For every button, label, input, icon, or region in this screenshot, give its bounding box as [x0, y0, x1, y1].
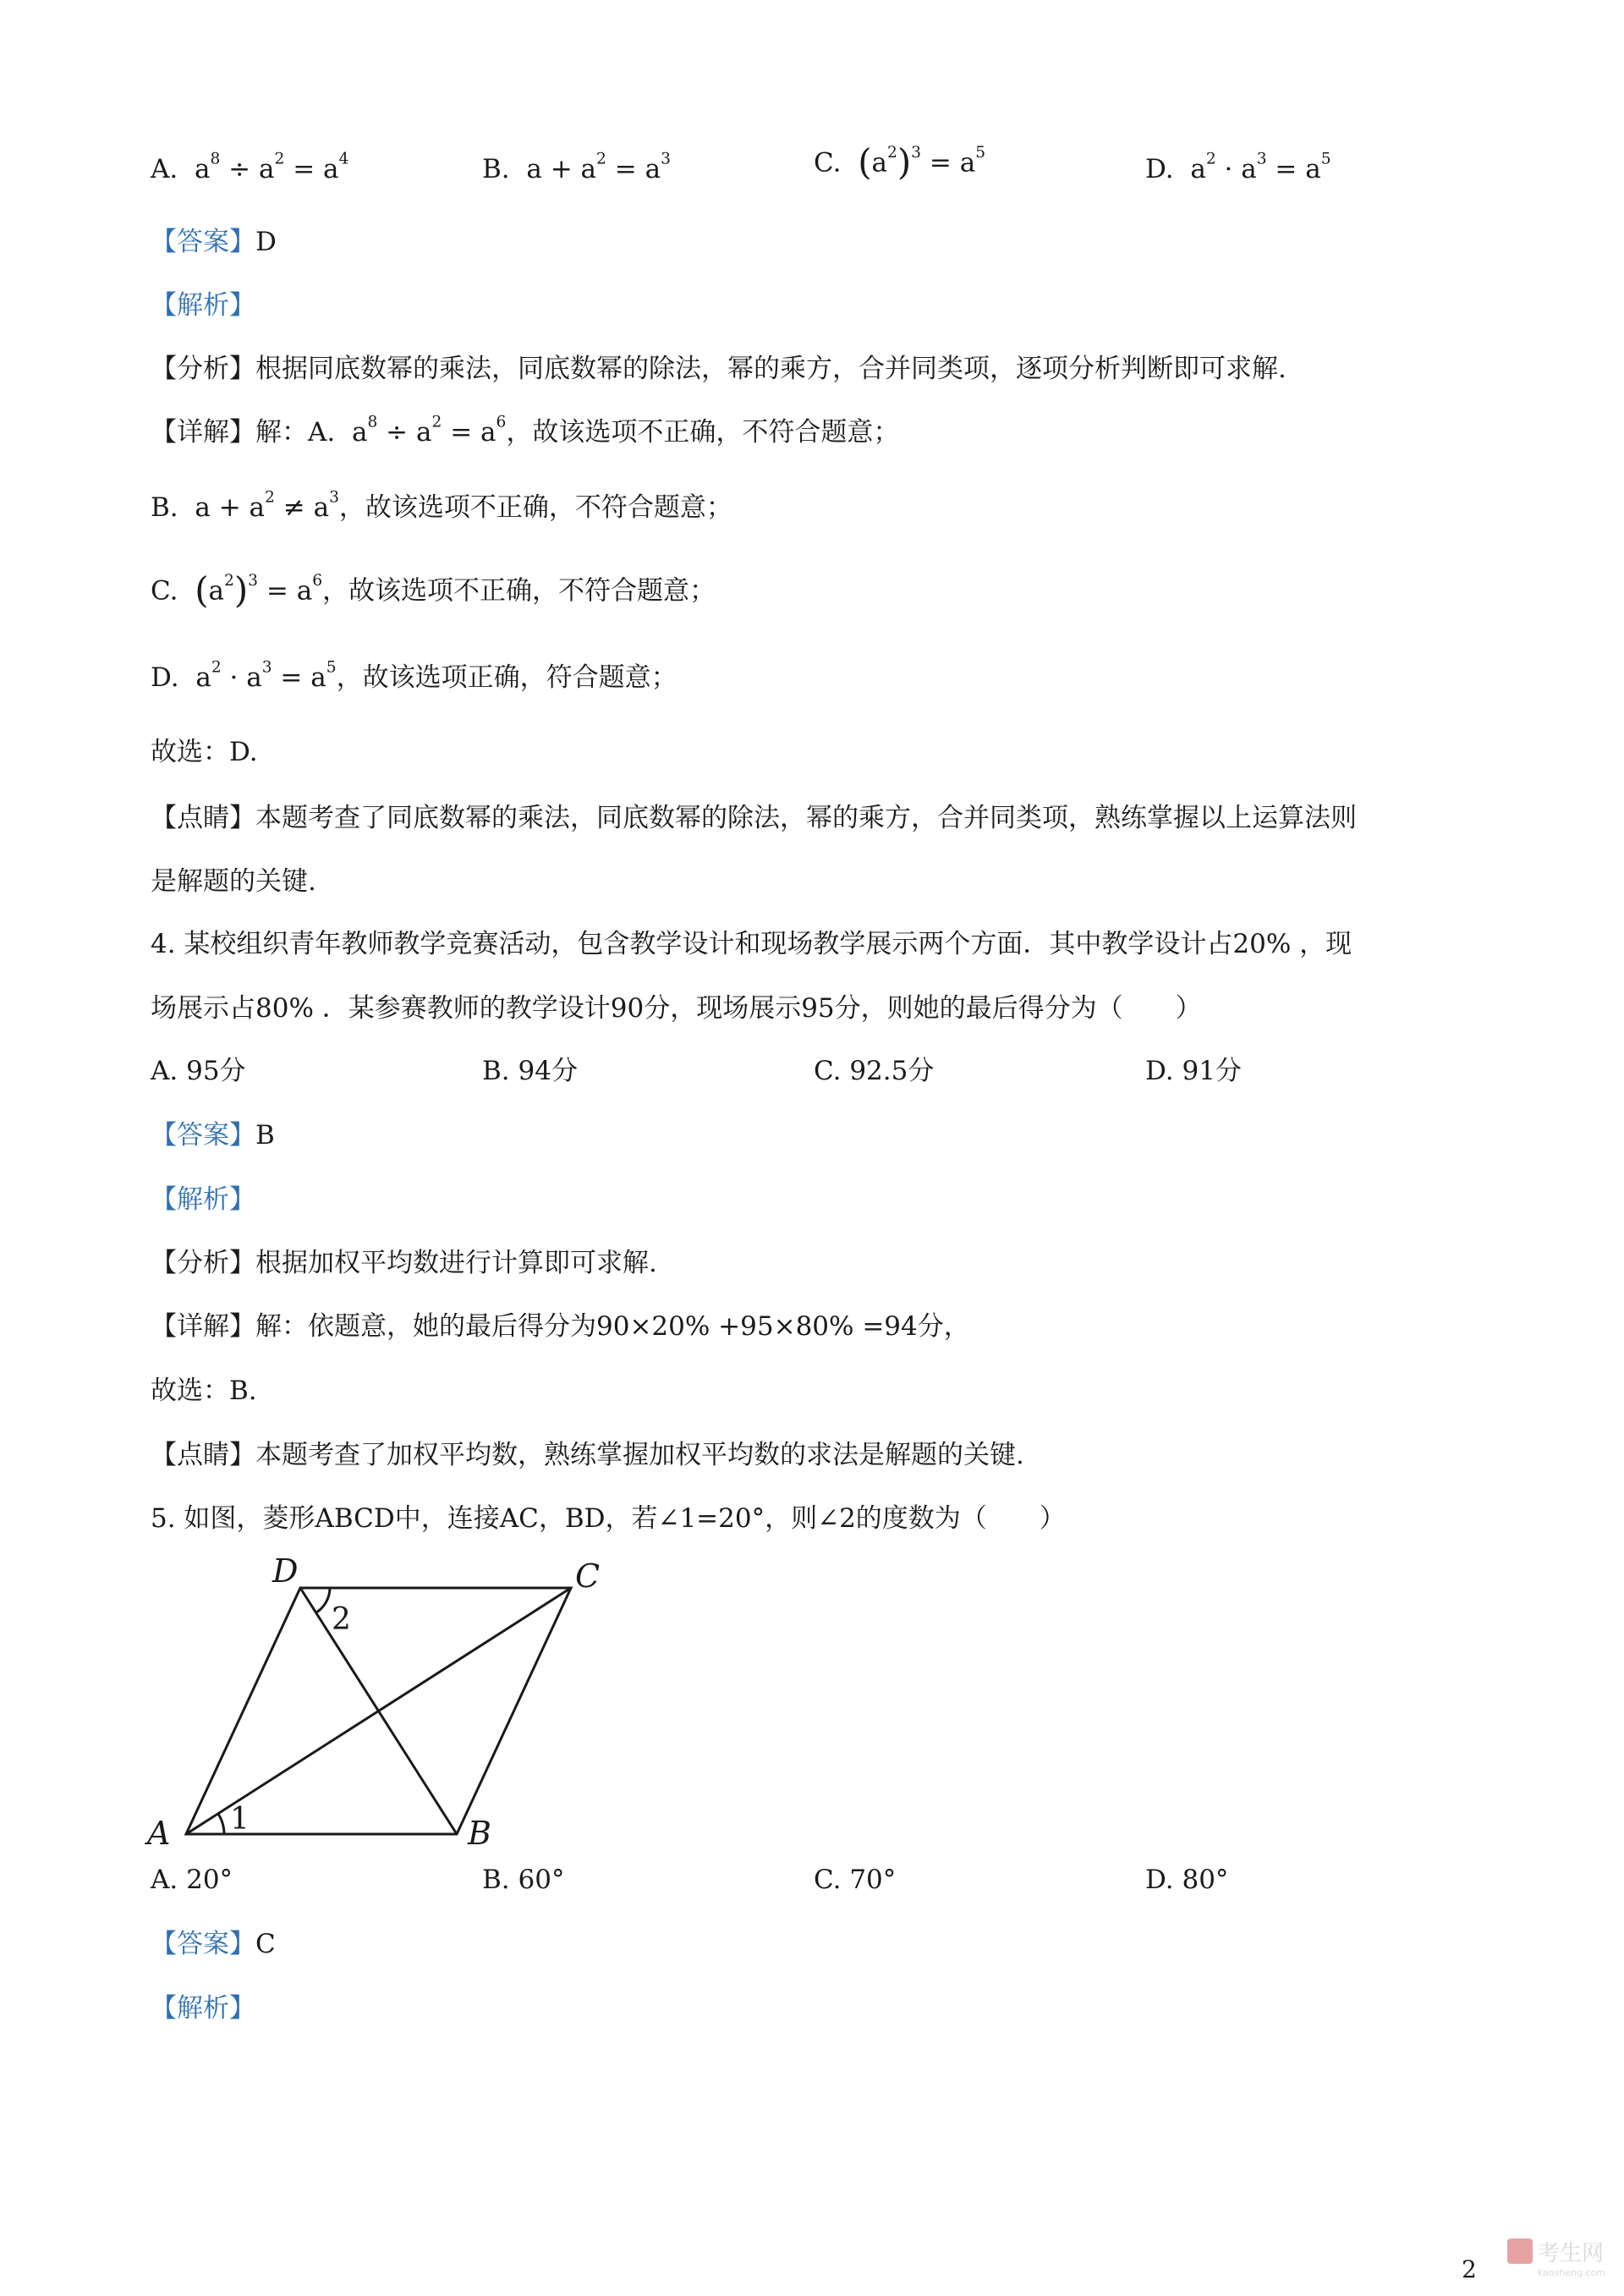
q4-analysis: 【分析】根据加权平均数进行计算即可求解. [151, 1248, 657, 1278]
vertex-a-label: A [147, 1815, 171, 1852]
angle-2-arc [316, 1588, 330, 1612]
angle-1-arc [218, 1814, 224, 1834]
q5-option-d: D. 80° [1145, 1865, 1229, 1895]
q3-option-c: C. $(a^2)^3 = a^5$ [814, 141, 986, 183]
q4-detail: 【详解】解：依题意，她的最后得分为90×20% +95×80% =94分， [151, 1311, 970, 1342]
vertex-b-label: B [468, 1815, 491, 1852]
q5-jiexi-heading: 【解析】 [151, 1993, 255, 2024]
angle-1-label: 1 [230, 1802, 250, 1837]
q3-option-a: A. $a^8 \div a^2 = a^4$ [151, 150, 349, 184]
q4-remark: 【点睛】本题考查了加权平均数，熟练掌握加权平均数的求法是解题的关键. [151, 1440, 1024, 1470]
q4-jiexi-heading: 【解析】 [151, 1184, 255, 1215]
q3-analysis: 【分析】根据同底数幂的乘法，同底数幂的除法，幂的乘方，合并同类项，逐项分析判断即可求解. [151, 354, 1287, 384]
angle-2-label: 2 [332, 1602, 351, 1637]
q5-answer: 【答案】C [151, 1929, 276, 1959]
q3-jiexi-heading: 【解析】 [151, 290, 255, 321]
q5-option-b: B. 60° [482, 1865, 565, 1895]
q4-option-a: A. 95分 [151, 1056, 246, 1086]
vertex-c-label: C [575, 1557, 601, 1595]
q3-detail-b: B. $a + a^2 \ne a^3$，故该选项不正确，不符合题意； [151, 488, 732, 523]
q5-stem: 5. 如图，菱形ABCD中，连接AC，BD，若∠1=20°，则∠2的度数为（ ） [151, 1503, 1066, 1534]
watermark-logo-icon [1507, 2238, 1533, 2264]
watermark-subtext: kaosheng.com [1538, 2267, 1606, 2278]
q4-option-d: D. 91分 [1145, 1056, 1242, 1086]
q3-remark-2: 是解题的关键. [151, 866, 316, 897]
watermark-text: 考生网 [1538, 2241, 1605, 2266]
q3-detail-c: C. $(a^2)^3 = a^6$，故该选项不正确，不符合题意； [151, 569, 716, 611]
q3-detail-d: D. $a^2 \cdot a^3 = a^5$，故该选项正确，符合题意； [151, 658, 678, 693]
vertex-d-label: D [272, 1552, 299, 1590]
diagonal-bd [300, 1588, 457, 1834]
page-number: 2 [1462, 2255, 1477, 2283]
kaosheng-watermark [1506, 2233, 1607, 2284]
q3-option-b: B. $a + a^2 = a^3$ [482, 150, 671, 184]
q4-stem-1: 4. 某校组织青年教师教学竞赛活动，包含教学设计和现场教学展示两个方面．其中教学设计占20% ，现 [151, 929, 1352, 959]
q5-option-c: C. 70° [814, 1865, 897, 1895]
q3-answer: 【答案】D [151, 227, 277, 257]
q4-option-c: C. 92.5分 [814, 1056, 935, 1086]
q4-answer: 【答案】B [151, 1120, 275, 1151]
q3-remark-1: 【点睛】本题考查了同底数幂的乘法，同底数幂的除法，幂的乘方，合并同类项，熟练掌握以上运算法则 [151, 803, 1357, 833]
q5-option-a: A. 20° [151, 1865, 233, 1895]
q4-choice: 故选：B. [151, 1376, 257, 1406]
q3-option-d: D. $a^2 \cdot a^3 = a^5$ [1145, 150, 1331, 184]
q3-choice: 故选：D. [151, 737, 258, 767]
rhombus-figure [135, 1548, 643, 1853]
q3-detail-a: 【详解】解：A. $a^8 \div a^2 = a^6$，故该选项不正确，不符合题意； [151, 413, 900, 448]
q4-stem-2: 场展示占80% ．某参赛教师的教学设计90分，现场展示95分，则她的最后得分为（ ） [151, 993, 1202, 1024]
q4-option-b: B. 94分 [482, 1056, 578, 1086]
